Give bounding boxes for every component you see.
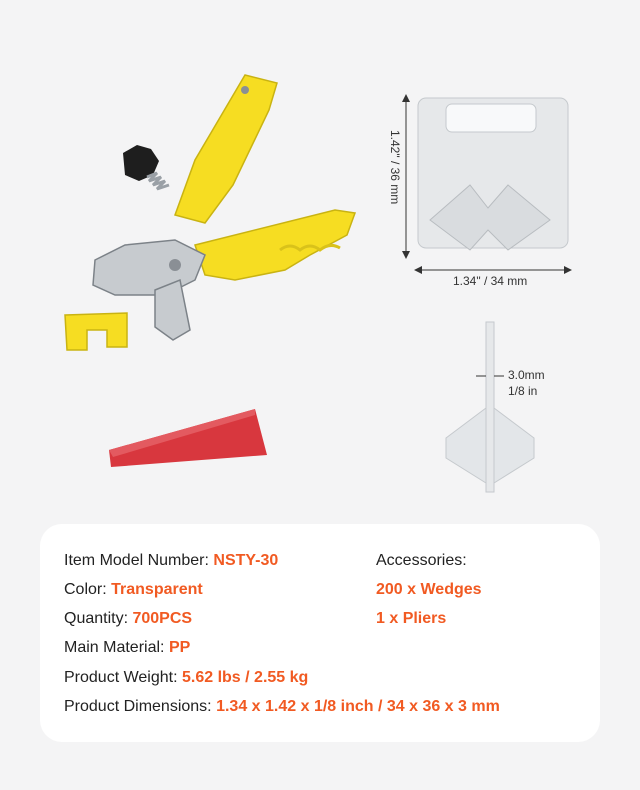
spec-quantity: Quantity: 700PCS <box>64 610 193 627</box>
width-dimension-label: 1.34" / 34 mm <box>453 274 528 288</box>
spec-color: Color: Transparent <box>64 581 203 598</box>
spec-dimensions: Product Dimensions: 1.34 x 1.42 x 1/8 inch / 34 x 36 x 3 mm <box>64 698 500 715</box>
spec-accessories: Accessories: <box>376 552 467 569</box>
thickness-mm-label: 3.0mm <box>508 368 545 382</box>
model-value: NSTY-30 <box>213 552 279 569</box>
spec-model: Item Model Number: NSTY-30 <box>64 552 279 569</box>
accessory-item-pliers: 1 x Pliers <box>376 610 447 627</box>
color-value: Transparent <box>111 581 203 598</box>
material-value: PP <box>168 639 191 656</box>
accessory-item-wedges: 200 x Wedges <box>376 581 482 598</box>
red-wedge <box>105 405 275 470</box>
height-dimension-label: 1.42" / 36 mm <box>388 130 402 205</box>
weight-value: 5.62 lbs / 2.55 kg <box>182 669 309 686</box>
thickness-in-label: 1/8 in <box>508 384 538 398</box>
pliers-foot <box>65 313 127 350</box>
leveling-pliers <box>55 65 365 355</box>
spec-material: Main Material: PP <box>64 639 191 656</box>
spec-card <box>40 524 600 742</box>
dimensions-value: 1.34 x 1.42 x 1/8 inch / 34 x 36 x 3 mm <box>216 698 500 715</box>
spec-weight: Product Weight: 5.62 lbs / 2.55 kg <box>64 669 309 686</box>
quantity-value: 700PCS <box>132 610 193 627</box>
clip-front-view <box>400 90 580 290</box>
clip-side-view <box>440 318 560 498</box>
